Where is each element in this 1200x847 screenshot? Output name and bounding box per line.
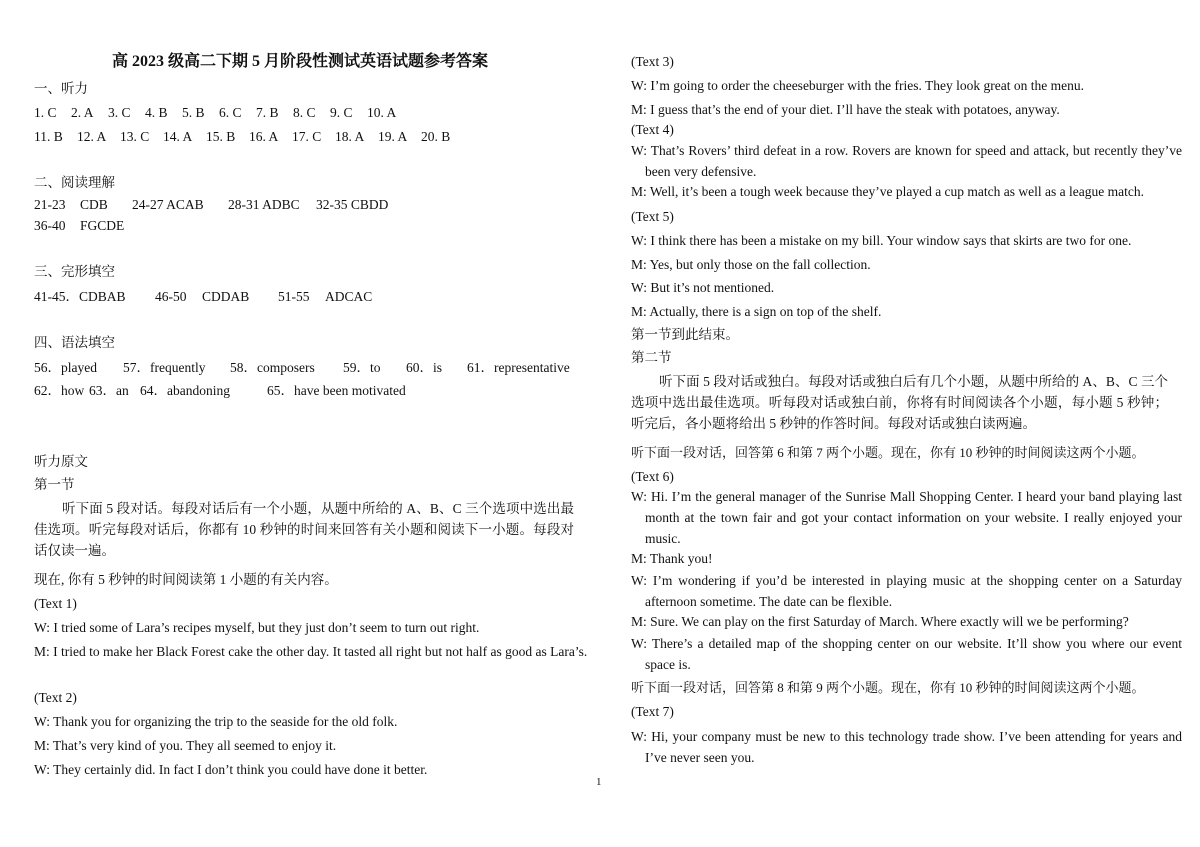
answer-item: 15. B xyxy=(206,129,236,144)
answer-item: 46-50 xyxy=(155,289,187,304)
answer-item: 62．how xyxy=(34,383,85,398)
question-note: 听下面一段对话，回答第 8 和第 9 两个小题。现在，你有 10 秒钟的时间阅读这两个小题。 xyxy=(631,680,1145,695)
answer-item: 2. A xyxy=(71,105,94,120)
question-note: 听下面一段对话，回答第 6 和第 7 两个小题。现在，你有 10 秒钟的时间阅读这两个小题。 xyxy=(631,445,1145,460)
reading-time-note: 现在, 你有 5 秒钟的时间阅读第 1 小题的有关内容。 xyxy=(34,572,338,587)
answer-row xyxy=(34,195,388,215)
answer-item: 56．played xyxy=(34,360,97,375)
answer-item: 64．abandoning xyxy=(140,383,230,398)
dialogue-line: W: They certainly did. In fact I don’t think you could have done it better. xyxy=(34,762,428,777)
answer-item: 58．composers xyxy=(230,360,315,375)
answer-item: 16. A xyxy=(249,129,279,144)
answer-item: 63．an xyxy=(89,383,129,398)
answer-item: 65．have been motivated xyxy=(267,383,406,398)
answer-row xyxy=(34,216,124,236)
answer-item: 32-35 CBDD xyxy=(316,197,389,212)
answer-item: 8. C xyxy=(293,105,316,120)
answer-item: 17. C xyxy=(292,129,322,144)
text-label: (Text 6) xyxy=(631,469,674,484)
answer-item: 13. C xyxy=(120,129,150,144)
answer-row xyxy=(34,381,406,401)
answer-item: 41-45．CDBAB xyxy=(34,289,126,304)
answer-item: 10. A xyxy=(367,105,397,120)
dialogue-line: W: Hi. I’m the general manager of the Sunrise Mall Shopping Center. I heard your band playing last month at the town fair and got your contact information on your website. I really enjoyed your music. xyxy=(631,489,1182,546)
answer-item: ADCAC xyxy=(325,289,373,304)
answer-item: 28-31 ADBC xyxy=(228,197,300,212)
answer-row xyxy=(34,287,372,307)
answer-item: 11. B xyxy=(34,129,63,144)
part-one-instructions: 听下面 5 段对话。每段对话后有一个小题，从题中所给的 A、B、C 三个选项中选出最佳选项。听完每段对话后，你都有 10 秒钟的时间来回答有关小题和阅读下一小题。每段对话仅读一遍。 xyxy=(34,501,574,558)
section-cloze-heading: 三、完形填空 xyxy=(34,264,115,279)
section-listening-heading: 一、听力 xyxy=(34,81,88,96)
section-reading-heading: 二、阅读理解 xyxy=(34,175,115,190)
answer-row xyxy=(34,358,570,378)
answer-item: 4. B xyxy=(145,105,168,120)
answer-item: 3. C xyxy=(108,105,131,120)
answer-item: 57．frequently xyxy=(123,360,206,375)
dialogue-line: M: Yes, but only those on the fall collection. xyxy=(631,257,871,272)
text-label: (Text 4) xyxy=(631,122,674,137)
dialogue-line: W: I tried some of Lara’s recipes myself, but they just don’t seem to turn out right. xyxy=(34,620,480,635)
dialogue-line: W: I think there has been a mistake on my bill. Your window says that skirts are two for one. xyxy=(631,233,1132,248)
dialogue-line: W: Thank you for organizing the trip to the seaside for the old folk. xyxy=(34,714,398,729)
text-label: (Text 1) xyxy=(34,596,77,611)
dialogue-line: M: I guess that’s the end of your diet. I’ll have the steak with potatoes, anyway. xyxy=(631,102,1060,117)
answer-item: 24-27 ACAB xyxy=(132,197,204,212)
answer-item: 5. B xyxy=(182,105,205,120)
answer-item: 18. A xyxy=(335,129,365,144)
answer-item: 6. C xyxy=(219,105,242,120)
answer-row xyxy=(34,103,396,123)
answer-item: 59．to xyxy=(343,360,381,375)
part-two-instructions: 听下面 5 段对话或独白。每段对话或独白后有几个小题，从题中所给的 A、B、C 三个选项中选出最佳选项。听每段对话或独白前，你将有时间阅读各个小题，每小题 5 秒钟；听完后，各小题将给出 5 秒钟的作答时间。每段对话或独白读两遍。 xyxy=(631,374,1168,431)
answer-item: FGCDE xyxy=(80,218,125,233)
text-label: (Text 7) xyxy=(631,704,674,719)
dialogue-line: W: But it’s not mentioned. xyxy=(631,280,775,295)
answer-item: 21-23 xyxy=(34,197,66,212)
dialogue-line: M: Well, it’s been a tough week because they’ve played a cup match as well as a league match. xyxy=(631,184,1144,199)
dialogue-line: M: Sure. We can play on the first Saturday of March. Where exactly will we be performing? xyxy=(631,614,1129,629)
text-label: (Text 2) xyxy=(34,690,77,705)
answer-item: 51-55 xyxy=(278,289,310,304)
part-one-end-note: 第一节到此结束。 xyxy=(631,327,739,342)
section-grammar-heading: 四、语法填空 xyxy=(34,335,115,350)
answer-item: 60．is xyxy=(406,360,443,375)
part-two-heading: 第二节 xyxy=(631,350,672,365)
answer-item: CDDAB xyxy=(202,289,250,304)
answer-item: CDB xyxy=(80,197,108,212)
dialogue-line: W: Hi, your company must be new to this technology trade show. I’ve been attending for years and I’ve never seen you. xyxy=(631,729,1182,765)
page-title: 高 2023 级高二下期 5 月阶段性测试英语试题参考答案 xyxy=(112,53,489,70)
part-one-heading: 第一节 xyxy=(34,477,75,492)
answer-item: 20. B xyxy=(421,129,451,144)
dialogue-line: W: I’m wondering if you’d be interested in playing music at the shopping center on a Saturday afternoon sometime. The date can be flexible. xyxy=(631,573,1182,609)
dialogue-line: M: That’s very kind of you. They all seemed to enjoy it. xyxy=(34,738,337,753)
dialogue-line: M: Thank you! xyxy=(631,551,713,566)
dialogue-line: M: Actually, there is a sign on top of the shelf. xyxy=(631,304,882,319)
dialogue-line: M: I tried to make her Black Forest cake the other day. It tasted all right but not half as good as Lara’s. xyxy=(34,644,588,659)
dialogue-line: W: I’m going to order the cheeseburger with the fries. They look great on the menu. xyxy=(631,78,1084,93)
answer-item: 7. B xyxy=(256,105,279,120)
answer-item: 9. C xyxy=(330,105,353,120)
dialogue-line: W: That’s Rovers’ third defeat in a row. Rovers are known for speed and attack, but recently they’ve been very defensive. xyxy=(631,143,1182,179)
text-label: (Text 5) xyxy=(631,209,674,224)
answer-item: 14. A xyxy=(163,129,193,144)
answer-item: 12. A xyxy=(77,129,107,144)
transcript-heading: 听力原文 xyxy=(34,454,88,469)
answer-item: 36-40 xyxy=(34,218,66,233)
answer-row xyxy=(34,127,450,147)
answer-item: 19. A xyxy=(378,129,408,144)
page-number: 1 xyxy=(596,776,602,788)
text-label: (Text 3) xyxy=(631,54,674,69)
dialogue-line: W: There’s a detailed map of the shopping center on our website. It’ll show you where our event space is. xyxy=(631,636,1182,672)
answer-item: 1. C xyxy=(34,105,57,120)
answer-item: 61．representative xyxy=(467,360,570,375)
